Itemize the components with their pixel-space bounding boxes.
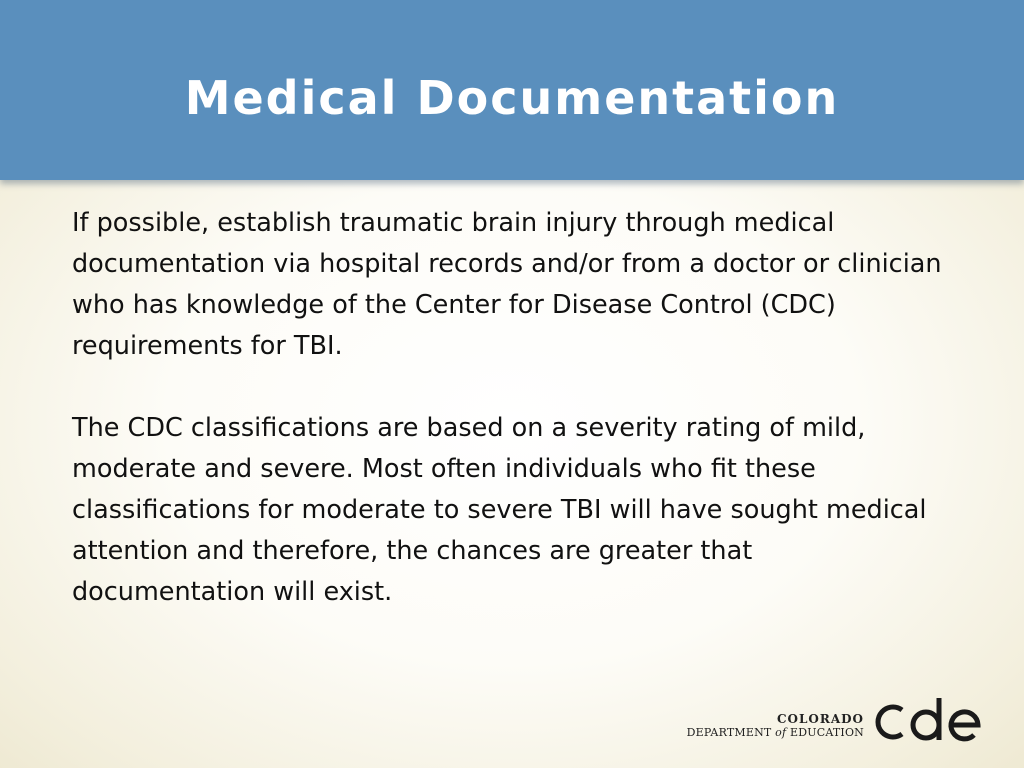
logo-dept-of: of — [775, 726, 787, 739]
slide-title: Medical Documentation — [184, 71, 840, 125]
logo-dept-prefix: DEPARTMENT — [686, 726, 772, 739]
paragraph-cdc-classifications: The CDC classifications are based on a severity rating of mild, moderate and severe. Most often individuals who fit these classifications for moderate to severe TBI will have sought medical attention and therefore, the chances are greater that documentation will exist. — [72, 413, 927, 607]
paragraph-documentation: If possible, establish traumatic brain injury through medical documentation via hospital records and/or from a doctor or clinician who has knowledge of the Center for Disease Control (CDC) requirements for TBI. — [72, 208, 942, 361]
cde-mark-icon — [868, 690, 990, 748]
cde-logo — [686, 690, 990, 750]
logo-state: COLORADO — [776, 712, 864, 726]
logo-dept-suffix: EDUCATION — [789, 726, 864, 739]
title-banner — [0, 0, 1024, 180]
slide-body — [72, 203, 952, 654]
logo-department — [687, 726, 864, 740]
logo-wordmark — [687, 712, 864, 740]
